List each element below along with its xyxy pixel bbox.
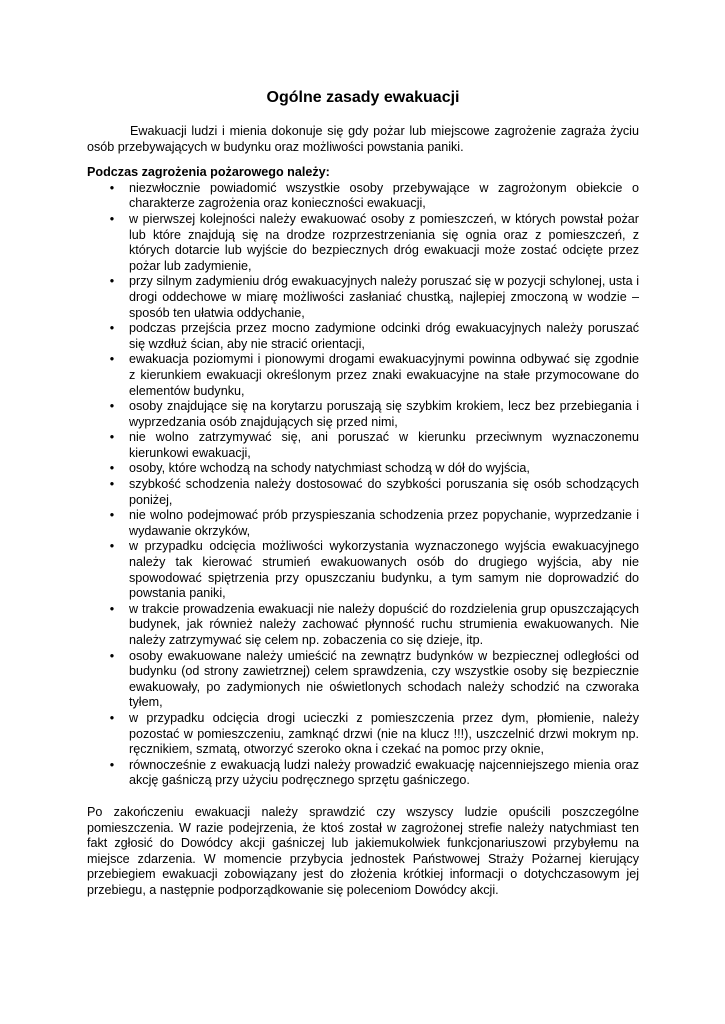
list-item <box>87 508 639 539</box>
list-item-text: osoby, które wchodzą na schody natychmiast schodzą w dół do wyjścia, <box>129 461 530 476</box>
list-item-text: w trakcie prowadzenia ewakuacji nie należy dopuścić do rozdzielenia grup opuszczających budynek, jak również należy zachować płynność ruchu strumienia ewakuowanych. Nie należy zatrzymywać się celem np. zobaczenia co się dzieje, itp. <box>129 601 639 647</box>
list-item <box>87 274 639 321</box>
bullet-icon: • <box>109 321 115 336</box>
bullet-icon: • <box>109 757 115 772</box>
list-item <box>87 181 639 212</box>
list-item <box>87 352 639 399</box>
bullet-icon: • <box>109 601 115 616</box>
list-item <box>87 711 639 758</box>
list-item-text: osoby znajdujące się na korytarzu poruszają się szybkim krokiem, lecz bez przebiegania i wyprzedzania osób znajdujących się przed nimi, <box>129 399 639 429</box>
section-heading: Podczas zagrożenia pożarowego należy: <box>87 165 330 180</box>
evacuation-rules-list <box>87 181 639 789</box>
document-page <box>87 88 639 899</box>
list-item-text: ewakuacja poziomymi i pionowymi drogami ewakuacyjnymi powinna odbywać się zgodnie z kierunkiem ewakuacji określonym przez znaki ewakuacyjne na stałe przymocowane do elementów budynku, <box>129 352 639 398</box>
bullet-icon: • <box>109 648 115 663</box>
list-item <box>87 539 639 601</box>
bullet-icon: • <box>109 430 115 445</box>
bullet-icon: • <box>109 352 115 367</box>
list-item-text: przy silnym zadymieniu dróg ewakuacyjnych należy poruszać się w pozycji schylonej, usta i drogi oddechowe w miarę możliwości zasłaniać chustką, najlepiej zmoczoną w wodzie – sposób ten ułatwia oddychanie, <box>129 274 639 320</box>
list-item-text: szybkość schodzenia należy dostosować do szybkości poruszania się osób schodzących poniżej, <box>129 477 639 507</box>
list-item <box>87 461 639 477</box>
list-item-text: nie wolno podejmować prób przyspieszania schodzenia przez popychanie, wyprzedzanie i wydawanie okrzyków, <box>129 508 639 538</box>
intro-paragraph: Ewakuacji ludzi i mienia dokonuje się gdy pożar lub miejscowe zagrożenie zagraża życiu osób przebywających w budynku oraz możliwości powstania paniki. <box>87 124 639 154</box>
bullet-icon: • <box>109 274 115 289</box>
list-item-text: niezwłocznie powiadomić wszystkie osoby przebywające w zagrożonym obiekcie o charakterze zagrożenia oraz konieczności ewakuacji, <box>129 180 639 211</box>
bullet-icon: • <box>109 477 115 492</box>
bullet-icon: • <box>109 508 115 523</box>
list-item-text: równocześnie z ewakuacją ludzi należy prowadzić ewakuację najcenniejszego mienia oraz akcję gaśniczą przy użyciu podręcznego sprzętu gaśniczego. <box>129 757 639 788</box>
list-item-text: podczas przejścia przez mocno zadymione odcinki dróg ewakuacyjnych należy poruszać się wzdłuż ścian, aby nie stracić orientacji, <box>129 321 639 351</box>
list-item-text: osoby ewakuowane należy umieścić na zewnątrz budynków w bezpiecznej odległości od budynku (od strony zawietrznej) celem sprawdzenia, czy wszystkie osoby się bezpiecznie ewakuowały, po zadymionych nie oświetlonych schodach należy schodzić na czworaka tyłem, <box>129 648 639 710</box>
list-item <box>87 321 639 352</box>
list-item <box>87 477 639 508</box>
list-item <box>87 649 639 711</box>
closing-paragraph: Po zakończeniu ewakuacji należy sprawdzić czy wszyscy ludzie opuścili poszczególne pomieszczenia. W razie podejrzenia, że ktoś został w zagrożonej strefie należy natychmiast ten fakt zgłosić do Dowódcy akcji gaśniczej lub jakiemukolwiek funkcjonariuszowi przybyłemu na miejsce zdarzenia. W momencie przybycia jednostek Państwowej Straży Pożarnej kierujący przebiegiem ewakuacji zobowiązany jest do złożenia krótkiej informacji o dotychczasowym jej przebiegu, a następnie podporządkowanie się poleceniom Dowódcy akcji. <box>87 804 639 897</box>
list-item-text: w pierwszej kolejności należy ewakuować osoby z pomieszczeń, w których powstał pożar lub które znajdują się na drodze rozprzestrzeniania się ognia oraz z pomieszczeń, z których dotarcie lub wyjście do bezpiecznych dróg ewakuacji może zostać odcięte przez pożar lub zadymienie, <box>129 211 639 273</box>
bullet-icon: • <box>109 399 115 414</box>
list-item-text: nie wolno zatrzymywać się, ani poruszać w kierunku przeciwnym wyznaczonemu kierunkowi ewakuacji, <box>129 430 639 460</box>
list-item <box>87 430 639 461</box>
list-item <box>87 212 639 274</box>
bullet-icon: • <box>109 461 115 476</box>
bullet-icon: • <box>109 211 115 226</box>
document-title: Ogólne zasady ewakuacji <box>266 89 460 106</box>
list-item <box>87 758 639 789</box>
list-item <box>87 602 639 649</box>
bullet-icon: • <box>109 180 115 195</box>
list-item <box>87 399 639 430</box>
bullet-icon: • <box>109 539 115 554</box>
list-item-text: w przypadku odcięcia możliwości wykorzystania wyznaczonego wyjścia ewakuacyjnego należy tak kierować strumień ewakuowanych osób do drugiego wyjścia, aby nie spowodować spiętrzenia przy opuszczaniu budynku, a tym samym nie doprowadzić do powstania paniki, <box>129 539 639 601</box>
bullet-icon: • <box>109 710 115 725</box>
list-item-text: w przypadku odcięcia drogi ucieczki z pomieszczenia przez dym, płomienie, należy pozostać w pomieszczeniu, zamknąć drzwi (nie na klucz !!!), uszczelnić drzwi mokrym np. ręcznikiem, szmatą, otworzyć szeroko okna i czekać na pomoc przy oknie, <box>129 710 639 757</box>
